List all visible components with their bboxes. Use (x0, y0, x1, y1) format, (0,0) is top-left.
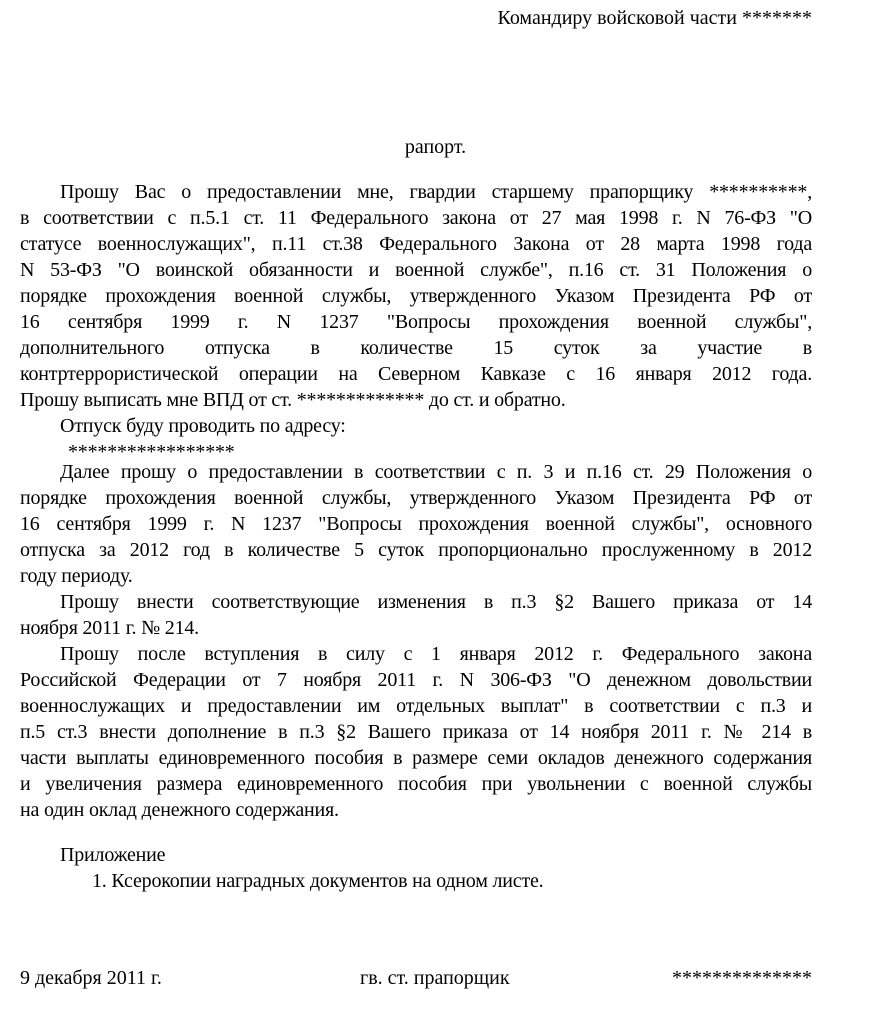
text-line: Отпуск буду проводить по адресу: (60, 415, 346, 437)
text-line: статусе военнослужащих", п.11 ст.38 Федерального Закона от 28 марта 1998 года (20, 233, 812, 255)
text-line: ***************** (68, 441, 235, 463)
text-line: N 53-ФЗ "О воинской обязанности и военной службе", п.16 ст. 31 Положения о (20, 259, 812, 281)
text-line: 16 сентября 1999 г. N 1237 "Вопросы прохождения военной службы", основного (20, 513, 812, 535)
text-line: году периоду. (20, 565, 133, 587)
text-line: Далее прошу о предоставлении в соответствии с п. 3 и п.16 ст. 29 Положения о (60, 461, 812, 483)
text-line: Российской Федерации от 7 ноября 2011 г. N 306-ФЗ "О денежном довольствии (20, 669, 812, 691)
date: 9 декабря 2011 г. (20, 967, 162, 989)
text-line: военнослужащих и предоставлении им отдельных выплат" в соответствии с п.3 и (20, 695, 812, 717)
request-paragraph-1 (20, 179, 812, 465)
text-line: ноября 2011 г. № 214. (20, 617, 199, 639)
text-line: отпуска за 2012 год в количестве 5 суток пропорционально прослуженному в 2012 (20, 539, 812, 561)
text-line: части выплаты единовременного пособия в размере семи окладов денежного содержания (20, 747, 812, 769)
text-line: п.5 ст.3 внести дополнение в п.3 §2 Вашего приказа от 14 ноября 2011 г. № 214 в (20, 721, 812, 743)
text-line: Прошу после вступления в силу с 1 января 2012 г. Федерального закона (60, 643, 812, 665)
text-line: Прошу внести соответствующие изменения в п.3 §2 Вашего приказа от 14 (60, 591, 812, 613)
text-line: и увеличения размера единовременного пособия при увольнении с военной службы (20, 773, 812, 795)
text-line: на один оклад денежного содержания. (20, 799, 339, 821)
text-line: порядке прохождения военной службы, утвержденного Указом Президента РФ от (20, 487, 812, 509)
attachment-heading: Приложение (60, 844, 166, 866)
text-line: контртеррористической операции на Северном Кавказе с 16 января 2012 года. (20, 363, 812, 385)
rank: гв. ст. прапорщик (360, 967, 510, 989)
signature-line (20, 965, 812, 991)
text-line: дополнительного отпуска в количестве 15 суток за участие в (20, 337, 812, 359)
text-line: 16 сентября 1999 г. N 1237 "Вопросы прохождения военной службы", (20, 311, 812, 333)
text-line: порядке прохождения военной службы, утвержденного Указом Президента РФ от (20, 285, 812, 307)
text-line: Прошу Вас о предоставлении мне, гвардии старшему прапорщику **********, (60, 181, 812, 203)
addressee: Командиру войсковой части ******* (497, 7, 812, 29)
request-paragraph-2 (20, 459, 812, 823)
document-title: рапорт. (404, 136, 467, 158)
text-line: Прошу выписать мне ВПД от ст. ************* до ст. и обратно. (20, 389, 566, 411)
text-line: в соответствии с п.5.1 ст. 11 Федерального закона от 27 мая 1998 г. N 76-ФЗ "О (20, 207, 812, 229)
attachment-section (20, 842, 812, 894)
signer-name: ************** (672, 967, 812, 989)
attachment-item: 1. Ксерокопии наградных документов на одном листе. (92, 870, 544, 892)
